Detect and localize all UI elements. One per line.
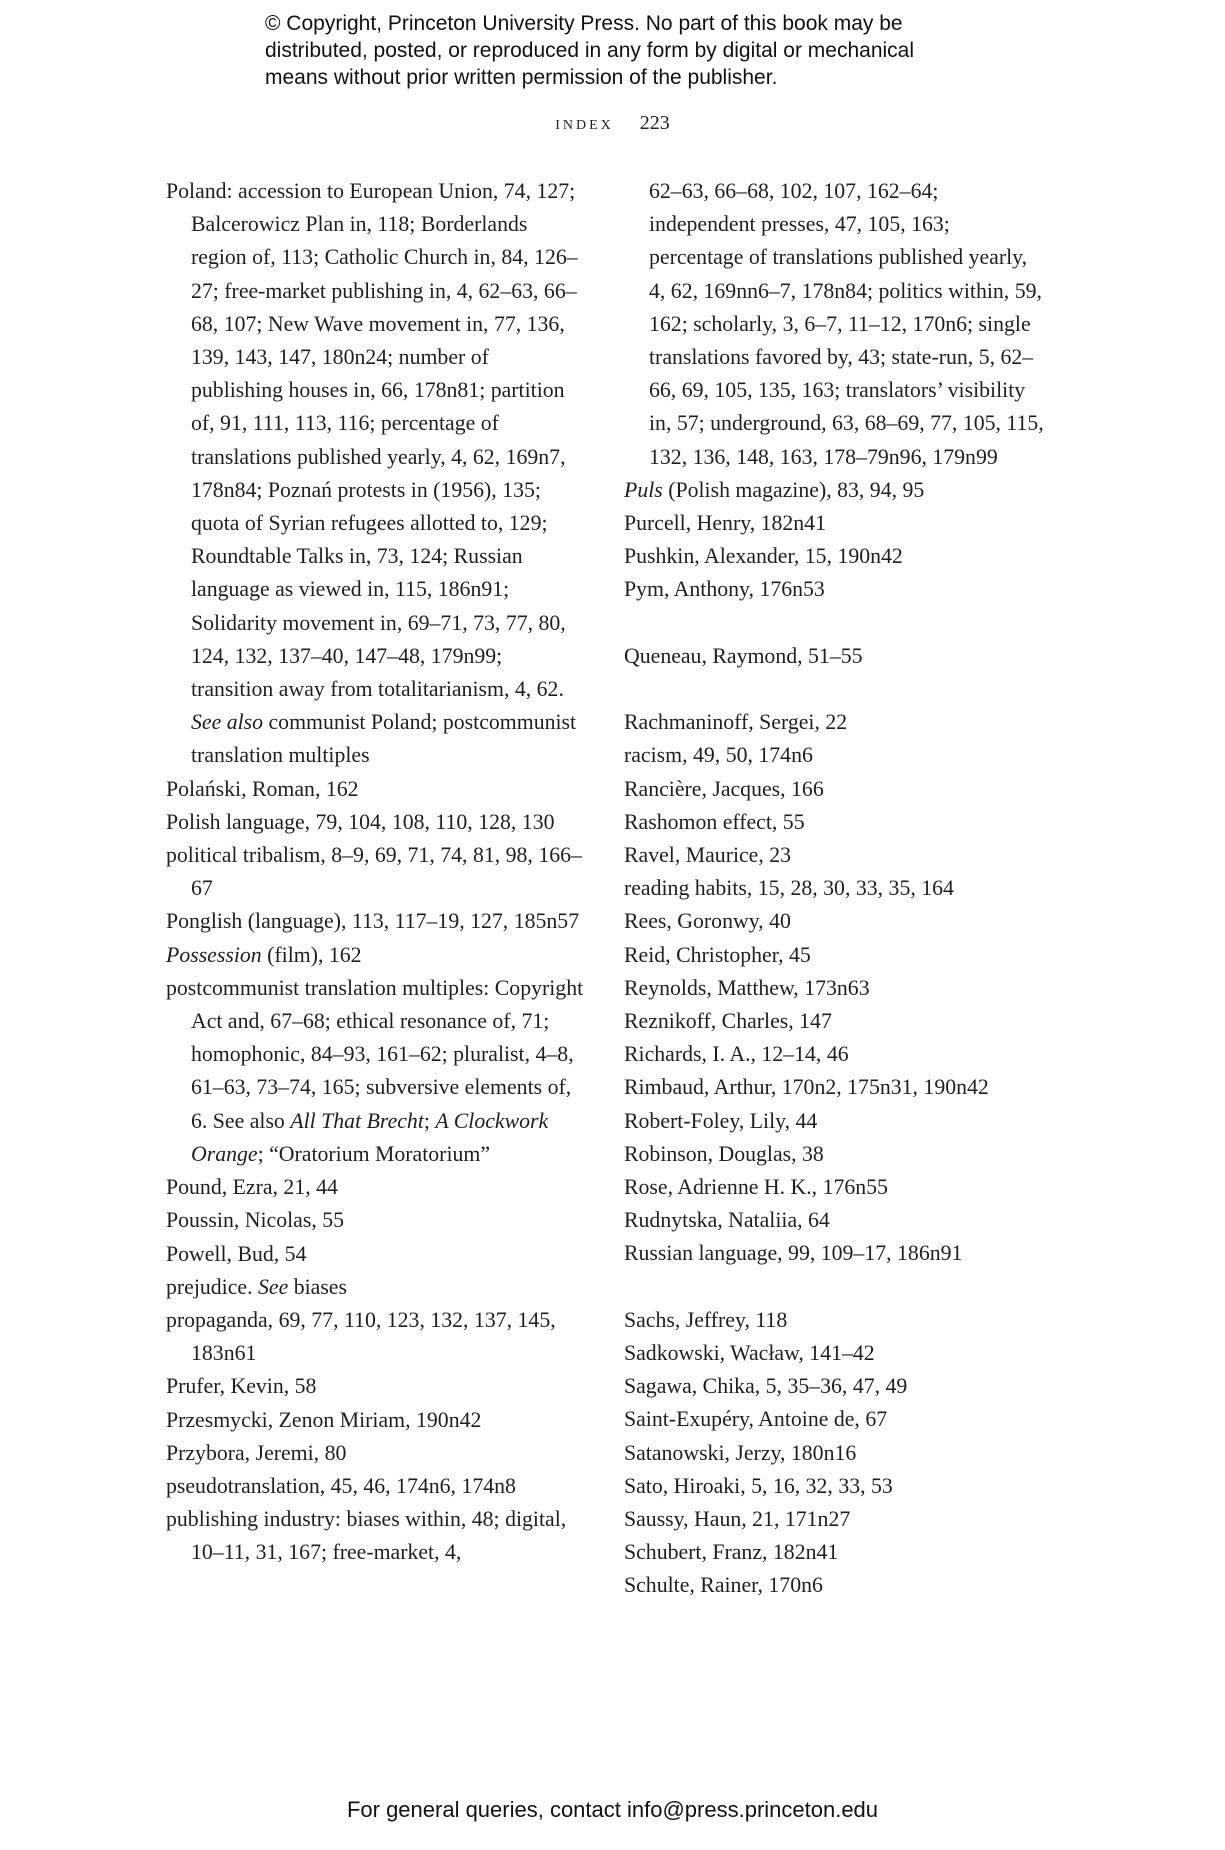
index-entry: Sagawa, Chika, 5, 35–36, 47, 49	[624, 1374, 908, 1399]
index-entry: Puls (Polish magazine), 83, 94, 95	[624, 477, 925, 502]
index-entry: Reynolds, Matthew, 173n63	[624, 975, 870, 1000]
index-entry: Sadkowski, Wacław, 141–42	[624, 1341, 875, 1366]
index-entry: Richards, I. A., 12–14, 46	[624, 1042, 849, 1067]
index-entry: propaganda, 69, 77, 110, 123, 132, 137, 145, 183n61	[166, 1307, 556, 1366]
index-entry: Rudnytska, Nataliia, 64	[624, 1208, 830, 1233]
index-entry: Sachs, Jeffrey, 118	[624, 1307, 788, 1332]
index-entry: Rees, Goronwy, 40	[624, 909, 791, 934]
copyright-line: © Copyright, Princeton University Press. No part of this book may be	[265, 12, 903, 35]
index-entry: Robert-Foley, Lily, 44	[624, 1108, 818, 1133]
index-entry: postcommunist translation multiples: Copyright Act and, 67–68; ethical resonance of, 71; homophonic, 84–93, 161–62; pluralist, 4–8, 61–63, 73–74, 165; subversive elements of, 6. See also All That Brecht; A Clockwork Orange; “Oratorium Moratorium”	[166, 975, 584, 1166]
index-entry: Rachmaninoff, Sergei, 22	[624, 710, 848, 735]
index-entry: Rimbaud, Arthur, 170n2, 175n31, 190n42	[624, 1075, 989, 1100]
index-entry: prejudice. See biases	[166, 1274, 347, 1299]
index-entry: Robinson, Douglas, 38	[624, 1141, 824, 1166]
index-entry: Possession (film), 162	[166, 942, 362, 967]
index-entry: Poland: accession to European Union, 74, 127; Balcerowicz Plan in, 118; Borderlands region of, 113; Catholic Church in, 84, 126–27; free-market publishing in, 4, 62–63, 66–68, 107; New Wave movement in, 77, 136, 139, 143, 147, 180n24; number of publishing houses in, 66, 178n81; partition of, 91, 111, 113, 116; percentage of translations published yearly, 4, 62, 169n7, 178n84; Poznań protests in (1956), 135; quota of Syrian refugees allotted to, 129; Roundtable Talks in, 73, 124; Russian language as viewed in, 115, 186n91; Solidarity movement in, 69–71, 73, 77, 80, 124, 132, 137–40, 147–48, 179n99; transition away from totalitarianism, 4, 62. See also communist Poland; postcommunist translation multiples	[166, 179, 578, 768]
index-entry: racism, 49, 50, 174n6	[624, 743, 813, 768]
index-entry: reading habits, 15, 28, 30, 33, 35, 164	[624, 876, 954, 901]
copyright-notice	[265, 10, 1025, 91]
index-column-left	[166, 175, 586, 1570]
index-entry: Pushkin, Alexander, 15, 190n42	[624, 544, 903, 569]
index-entry: Polish language, 79, 104, 108, 110, 128, 130	[166, 809, 555, 834]
index-entry: Polański, Roman, 162	[166, 776, 359, 801]
index-entry: Saussy, Haun, 21, 171n27	[624, 1507, 851, 1532]
index-entry: Rashomon effect, 55	[624, 809, 805, 834]
index-entry: Schulte, Rainer, 170n6	[624, 1573, 823, 1598]
index-entry: Purcell, Henry, 182n41	[624, 511, 826, 536]
index-entry: Przybora, Jeremi, 80	[166, 1440, 347, 1465]
copyright-line: means without prior written permission of the publisher.	[265, 66, 778, 89]
s-entries	[624, 1304, 1044, 1603]
index-entry: political tribalism, 8–9, 69, 71, 74, 81, 98, 166–67	[166, 843, 582, 901]
index-entry: Russian language, 99, 109–17, 186n91	[624, 1241, 963, 1266]
letter-gap	[624, 673, 1044, 706]
index-entry: Rancière, Jacques, 166	[624, 776, 824, 801]
index-entry: Powell, Bud, 54	[166, 1241, 307, 1266]
letter-gap	[624, 607, 1044, 640]
running-head-label: index	[555, 112, 614, 134]
index-entry: Reid, Christopher, 45	[624, 942, 811, 967]
index-entry: Saint-Exupéry, Antoine de, 67	[624, 1407, 888, 1432]
index-entry: Reznikoff, Charles, 147	[624, 1009, 832, 1034]
footer-contact: For general queries, contact info@press.princeton.edu	[346, 1797, 879, 1822]
page-number: 223	[639, 112, 670, 134]
index-entry: publishing industry: biases within, 48; digital, 10–11, 31, 167; free-market, 4,	[166, 1507, 567, 1565]
index-entry: Przesmycki, Zenon Miriam, 190n42	[166, 1407, 482, 1432]
index-entry: Poussin, Nicolas, 55	[166, 1208, 345, 1233]
index-entry: pseudotranslation, 45, 46, 174n6, 174n8	[166, 1473, 516, 1498]
index-entry-continuation: 62–63, 66–68, 102, 107, 162–64; independent presses, 47, 105, 163; percentage of translations published yearly, 4, 62, 169nn6–7, 178n84; politics within, 59, 162; scholarly, 3, 6–7, 11–12, 170n6; single translations favored by, 43; state-run, 5, 62–66, 69, 105, 135, 163; translators’ visibility in, 57; underground, 63, 68–69, 77, 105, 115, 132, 136, 148, 163, 178–79n96, 179n99	[649, 179, 1044, 469]
index-entry: Schubert, Franz, 182n41	[624, 1540, 839, 1565]
index-entry: Pym, Anthony, 176n53	[624, 577, 825, 602]
index-entry: Satanowski, Jerzy, 180n16	[624, 1440, 857, 1465]
letter-gap	[624, 1271, 1044, 1304]
r-entries	[624, 706, 1044, 1270]
running-head	[0, 112, 1225, 135]
index-entry: Pound, Ezra, 21, 44	[166, 1175, 338, 1200]
index-column-right	[624, 175, 1044, 1603]
index-entry: Rose, Adrienne H. K., 176n55	[624, 1175, 888, 1200]
index-entry: Sato, Hiroaki, 5, 16, 32, 33, 53	[624, 1473, 893, 1498]
index-entry: Ravel, Maurice, 23	[624, 843, 792, 868]
index-entry: Ponglish (language), 113, 117–19, 127, 185n57	[166, 909, 580, 934]
index-entry: Queneau, Raymond, 51–55	[624, 643, 863, 668]
index-entry: Prufer, Kevin, 58	[166, 1374, 317, 1399]
copyright-line: distributed, posted, or reproduced in any form by digital or mechanical	[265, 39, 915, 62]
